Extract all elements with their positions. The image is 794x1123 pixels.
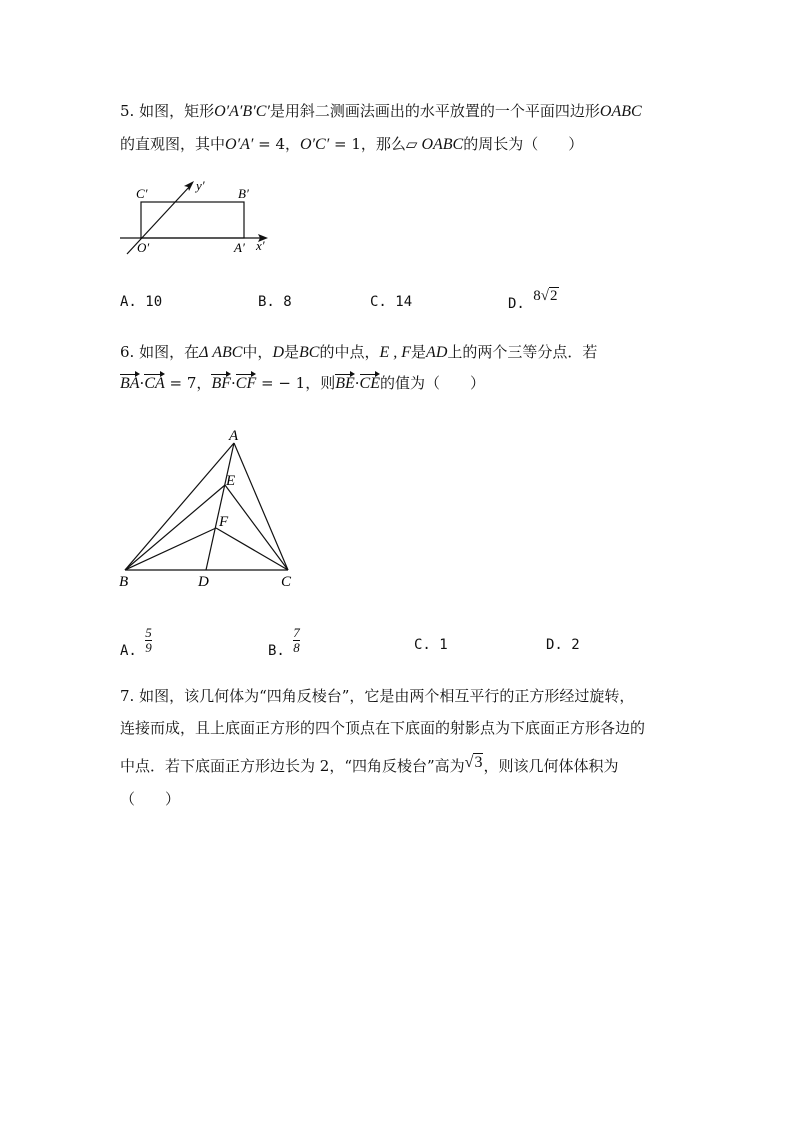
q6-seg-be xyxy=(125,485,225,570)
parallelogram-icon: ▱ xyxy=(405,135,418,153)
q5-option-d-prefix: D. xyxy=(508,296,525,312)
q5-shape-label: OABC xyxy=(599,103,642,120)
q6-seg-ad-line xyxy=(206,443,234,570)
q5-eq2: = 1，那么 xyxy=(329,135,406,153)
q6-dot: · xyxy=(139,374,145,392)
q7-text: ，则该几何体体积为 xyxy=(483,757,619,775)
q6-seg-ad: AD xyxy=(426,344,448,361)
q5-text: 5. 如图，矩形 xyxy=(120,102,215,120)
q5-option-a[interactable]: A. 10 xyxy=(120,294,163,310)
q6-seg-ce xyxy=(225,485,288,570)
q5-text: 是用斜二测画法画出的水平放置的一个平面四边形 xyxy=(269,102,600,120)
q6-text: 的中点， xyxy=(319,343,380,361)
q5-label-b: B′ xyxy=(238,186,249,201)
q5-line-2 xyxy=(120,134,583,155)
q5-label-a: A′ xyxy=(234,240,245,255)
q6-line-2 xyxy=(120,373,485,394)
q6-label-e: E xyxy=(226,473,236,489)
q6-seg-cf xyxy=(216,528,288,570)
q6-vector-be: BE xyxy=(335,375,355,392)
q6-dot: · xyxy=(230,374,236,392)
q6-triangle: Δ ABC xyxy=(199,344,243,361)
q6-figure xyxy=(112,422,312,592)
q5-option-d-value: 8√2 xyxy=(533,288,558,304)
q6-seg-ab xyxy=(125,443,234,570)
q5-rect-label: O′A′B′C′ xyxy=(214,103,270,120)
q5-label-y: y′ xyxy=(196,178,205,193)
q5-line-1 xyxy=(120,101,642,122)
q5-seg-oc: O′C′ xyxy=(300,136,330,153)
q6-line-1 xyxy=(120,342,597,363)
q6-option-a-prefix: A. xyxy=(120,642,137,659)
q5-option-d-coef: 8 xyxy=(533,288,541,304)
q6-text: 中， xyxy=(242,343,273,361)
q6-eq1: = 7， xyxy=(164,374,212,392)
q5-shape-label-2: OABC xyxy=(417,136,464,153)
q6-option-a[interactable] xyxy=(120,625,152,659)
q5-rectangle xyxy=(141,202,244,238)
q6-vector-ca: CA xyxy=(144,375,165,392)
q6-option-c[interactable]: C. 1 xyxy=(414,637,448,653)
q7-line-1: 7. 如图，该几何体为“四角反棱台”，它是由两个相互平行的正方形经过旋转， xyxy=(120,687,635,705)
q6-option-d[interactable]: D. 2 xyxy=(546,637,580,653)
q5-text: 的周长为（ ） xyxy=(463,135,584,153)
q6-label-a: A xyxy=(229,428,239,444)
q5-option-d[interactable] xyxy=(508,288,559,312)
q5-y-arrow xyxy=(184,181,194,191)
q6-text: 上的两个三等分点．若 xyxy=(447,343,598,361)
q6-option-a-num: 5 xyxy=(145,625,152,640)
q6-dot: · xyxy=(354,374,360,392)
q6-option-b-num: 7 xyxy=(293,625,300,640)
q5-label-x: x′ xyxy=(256,238,265,253)
q6-option-b-fraction xyxy=(293,626,300,655)
q5-option-d-radicand: 2 xyxy=(550,288,558,304)
q6-vector-ce: CE xyxy=(359,375,380,392)
q7-sqrt-3: √3 xyxy=(464,754,483,771)
q5-label-c: C′ xyxy=(136,186,148,201)
q5-option-c[interactable]: C. 14 xyxy=(370,294,413,310)
q6-vector-cf: CF xyxy=(235,375,257,392)
q6-vector-ba: BA xyxy=(120,375,140,392)
q6-seg-bc: BC xyxy=(299,344,320,361)
q6-vector-bf: BF xyxy=(211,375,231,392)
q6-label-b: B xyxy=(119,574,129,590)
q6-option-b-prefix: B. xyxy=(268,642,285,659)
q6-points-ef: E , F xyxy=(379,344,412,361)
q5-option-b[interactable]: B. 8 xyxy=(258,294,292,310)
q6-option-a-den: 9 xyxy=(145,640,152,655)
q5-label-o: O′ xyxy=(137,240,150,255)
q7-text: 中点．若下底面正方形边长为 2，“四角反棱台”高为 xyxy=(120,757,465,775)
q6-label-d: D xyxy=(198,574,209,590)
q6-option-b-den: 8 xyxy=(293,640,300,655)
q6-seg-bf xyxy=(125,528,216,570)
q6-seg-ac xyxy=(234,443,288,570)
q6-text: 的值为（ ） xyxy=(380,374,486,392)
q6-text: 是 xyxy=(411,343,427,361)
q6-text: 是 xyxy=(284,343,300,361)
q5-seg-oa: O′A′ xyxy=(225,136,254,153)
q7-line-2: 连接而成，且上底面正方形的四个顶点在下底面的射影点为下底面正方形各边的 xyxy=(120,719,646,737)
q7-radicand: 3 xyxy=(474,754,483,771)
q5-text: 的直观图，其中 xyxy=(120,135,226,153)
q6-eq2: = − 1，则 xyxy=(256,374,336,392)
q5-eq1: = 4， xyxy=(253,135,300,153)
q6-option-b[interactable] xyxy=(268,625,300,659)
q6-point-d: D xyxy=(272,344,284,361)
q7-line-3 xyxy=(120,756,618,777)
q6-text: 6. 如图，在 xyxy=(120,343,200,361)
q6-label-f: F xyxy=(219,514,229,530)
q5-figure xyxy=(110,172,280,260)
q7-line-4: （ ） xyxy=(120,790,181,808)
q6-label-c: C xyxy=(281,574,292,590)
q6-option-a-fraction xyxy=(145,626,152,655)
